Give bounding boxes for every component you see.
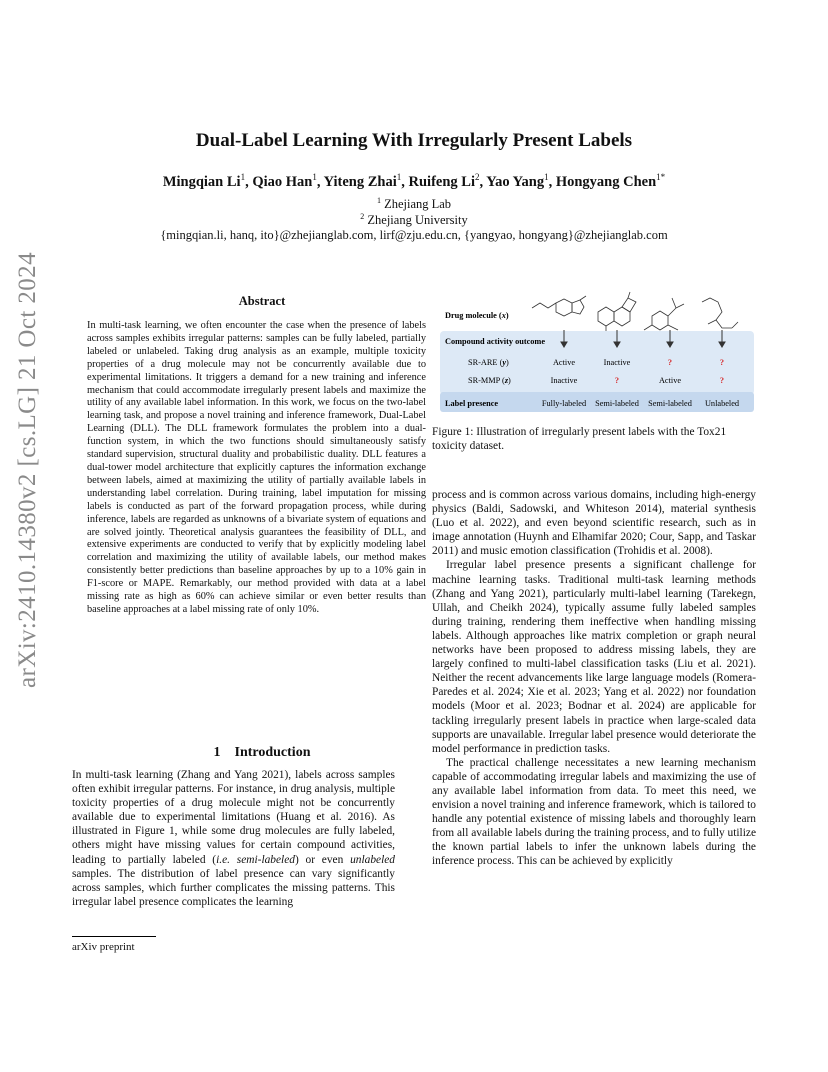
cell-value: Active xyxy=(658,376,682,385)
cell-value: Active xyxy=(552,358,576,367)
abstract-heading: Abstract xyxy=(238,294,286,308)
affiliation-mark: 1 xyxy=(376,196,381,205)
affiliation xyxy=(0,212,828,228)
presence-value: Fully-labeled xyxy=(541,399,587,408)
figure-1 xyxy=(432,290,756,415)
author-affil-mark: 1 xyxy=(240,172,246,182)
figure-1-illustration xyxy=(432,290,756,415)
missing-label-mark: ? xyxy=(719,358,725,367)
section-number: 1 xyxy=(213,745,221,760)
affiliation xyxy=(0,196,828,212)
emphasis-text: i.e. semi-labeled xyxy=(216,853,295,866)
molecule-3 xyxy=(644,298,684,330)
introduction-paragraph-4: The practical challenge necessitates a new learning mechanism capable of accommodating irregular labels and maximizing the use of any available label information from data. To meet this need, we envision a novel training and inference framework, which is tailored to handle any potential existence of missing labels and thoroughly learn from all available labels during the training process, and to fully utilize the known partial labels to infer the unknown labels during the inference process. This can be achieved by explicitly xyxy=(432,756,756,868)
outcome-label: Compound activity outcome xyxy=(445,337,546,346)
author-affil-mark: 1 xyxy=(312,172,317,182)
label-presence-label: Label presence xyxy=(445,399,499,408)
cell-value: Inactive xyxy=(603,358,631,367)
footnote-rule xyxy=(72,936,156,937)
presence-value: Semi-labeled xyxy=(595,399,639,408)
author-affil-mark: 1 xyxy=(396,172,402,182)
molecule-structures xyxy=(532,292,738,332)
molecule-1 xyxy=(532,296,586,316)
cell-value: Inactive xyxy=(550,376,578,385)
author-emails: {mingqian.li, hanq, ito}@zhejianglab.com, lirf@zju.edu.cn, {yangyao, hongyang}@zhejianglab.com xyxy=(160,228,668,242)
affiliation-name: Zhejiang University xyxy=(367,213,468,228)
section-heading-introduction xyxy=(72,745,452,761)
author-list: Mingqian Li$^1$, Qiao Han$^1$, Yiteng Zhai$^1$, Ruifeng Li$^2$, Yao Yang$^1$, Hongyang Chen$^{1*}$ xyxy=(162,172,666,190)
presence-value: Semi-labeled xyxy=(648,399,692,408)
presence-value: Unlabeled xyxy=(704,399,740,408)
missing-label-mark: ? xyxy=(614,376,620,385)
author-name: Yiteng Zhai xyxy=(323,173,397,190)
author-affil-mark: 1* xyxy=(656,172,666,182)
molecule-2 xyxy=(598,292,636,332)
paragraph-text: ) or even xyxy=(294,853,351,866)
row-label-sr-are: SR-ARE (y) xyxy=(468,358,509,367)
footnote: arXiv preprint xyxy=(72,941,135,953)
author-affil-mark: 1 xyxy=(544,172,549,182)
introduction-right-column xyxy=(432,488,756,869)
missing-label-mark: ? xyxy=(667,358,673,367)
section-title: Introduction xyxy=(234,745,311,760)
author-name: Qiao Han xyxy=(252,173,313,190)
introduction-paragraph-1 xyxy=(72,768,395,909)
author-name: Yao Yang xyxy=(486,173,545,190)
author-affil-mark: 2 xyxy=(474,172,480,182)
row-label-sr-mmp: SR-MMP (z) xyxy=(468,376,511,385)
affiliation-name: Zhejiang Lab xyxy=(384,197,452,212)
affiliation-mark: 2 xyxy=(360,212,365,221)
molecule-4 xyxy=(702,298,738,328)
abstract-body: In multi-task learning, we often encounter the case when the presence of labels across samples exhibits irregular patterns: samples can be fully labeled, partially labeled or unlabeled. Taking drug analysis as an example, multiple toxicity properties of a drug molecule may not be concurrently available due to experimental limitations. It triggers a demand for a new training and inference mechanism that could accommodate irregularly present labels and maximize the utility of any available label information. In this work, we focus on the two-label learning task, and propose a novel training and inference framework, Dual-Label Learning (DLL). The DLL framework formulates the problem into a dual-function system, in which the two functions should simultaneously satisfy standard supervision, structural duality and probabilistic duality. DLL features a dual-tower model architecture that explicitly captures the information exchange between labels, aimed at maximizing the utility of partially available labels in understanding label correlation. During training, label imputation for missing labels is conducted as part of the forward propagation process, while during inference, labels are regarded as unknowns of a bivariate system of equations and are solved jointly. Theoretical analysis guarantees the feasibility of DLL, and extensive experiments are conducted to verify that by explicitly modeling label correlation and maximizing the utility of available labels, our method makes consistently better predictions than baseline approaches by up to a 10% gain in F1-score or MAPE. Remarkably, our method provided with data at a label missing rate as high as 60% can achieve similar or even better results than baseline approaches at a label missing rate of only 10%. xyxy=(87,320,426,615)
introduction-paragraph-3: Irregular label presence presents a significant challenge for machine learning tasks. Traditional multi-task learning methods (Zhang and Yang 2021), particularly multi-label learning (Tarekegn, Ullah, and Cheikh 2024), typically assume fully labeled samples during training, rendering them ineffective when handling missing labels. Although approaches like matrix completion or graph neural networks have been proposed to address missing labels, they are largely confined to multi-label classification tasks (Liu et al. 2021). Neither the recent advancements like large language models (Romera-Paredes et al. 2024; Xie et al. 2023; Yang et al. 2022) nor foundation models (Moor et al. 2023; Bodnar et al. 2024) are applicable for tackling irregularly present labels in practice when large-scaled data supports are unavailable. Irregular label presence would deteriorate the model performance in prediction tasks. xyxy=(432,559,756,755)
paragraph-text: samples. The distribution of label presence can vary significantly across samples, which further complicates the missing patterns. This irregular label presence complicates the learning xyxy=(72,867,395,908)
missing-label-mark: ? xyxy=(719,376,725,385)
paragraph-text: In multi-task learning (Zhang and Yang 2021), labels across samples often exhibit irregular patterns. For instance, in drug analysis, multiple toxicity properties of a drug molecule might not be concurrently available due to experimental limitations (Huang et al. 2016). As illustrated in Figure 1, while some drug molecules are fully labeled, others might have missing values for certain compound activities, leading to partially labeled ( xyxy=(72,769,395,866)
author-name: Ruifeng Li xyxy=(408,173,475,190)
introduction-paragraph-2: process and is common across various domains, including high-energy physics (Baldi, Sadowski, and Whiteson 2014), material synthesis (Luo et al. 2022), and even beyond scientific research, such as in image annotation (Huynh and Elhamifar 2020; Cour, Sapp, and Taskar 2011) and music emotion classification (Trohidis et al. 2008). xyxy=(432,489,756,558)
figure-1-caption: Figure 1: Illustration of irregularly present labels with the Tox21 toxicity dataset. xyxy=(432,426,727,453)
drug-molecule-label: Drug molecule (x) xyxy=(445,311,509,320)
arxiv-identifier xyxy=(10,252,46,688)
author-name: Mingqian Li xyxy=(162,173,241,190)
emphasis-text: unlabeled xyxy=(350,853,395,866)
arxiv-identifier-text: arXiv:2410.14380v2 [cs.LG] 21 Oct 2024 xyxy=(14,252,41,688)
author-name: Hongyang Chen xyxy=(555,173,657,190)
paper-title: Dual-Label Learning With Irregularly Present Labels xyxy=(195,130,633,151)
